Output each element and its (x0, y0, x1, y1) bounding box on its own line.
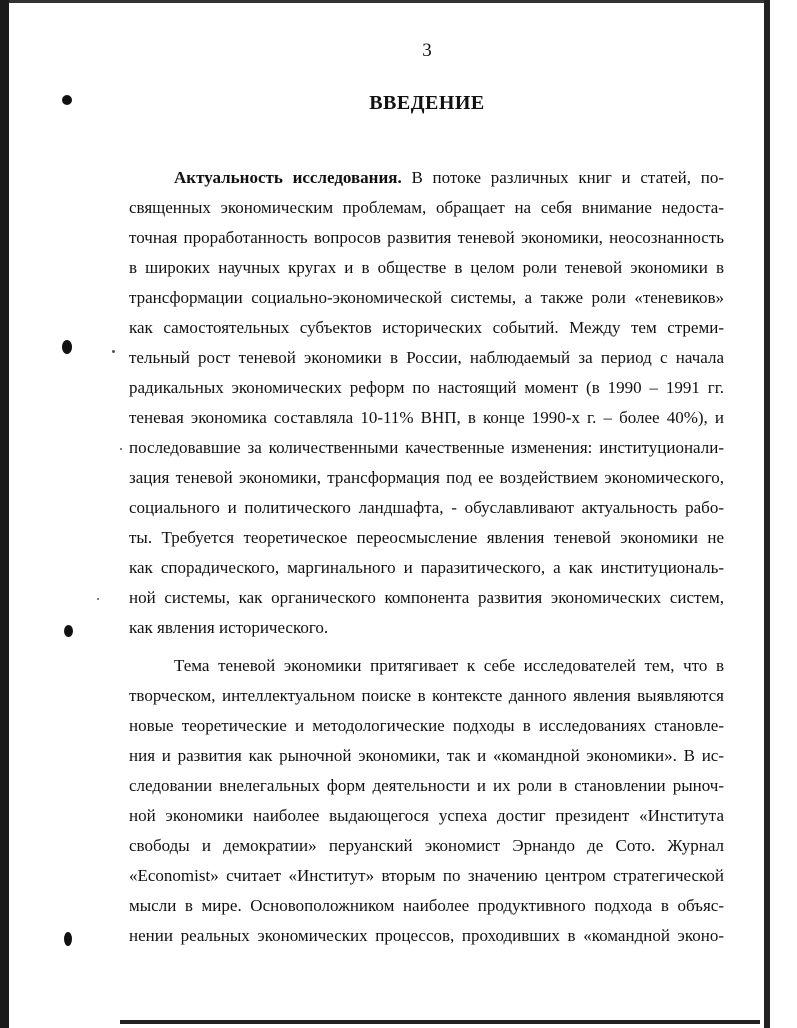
paragraph-line: в широких научных кругах и в обществе в целом роли теневой экономики в (129, 258, 724, 277)
scan-border-right (764, 0, 770, 1028)
paragraph-line: как явления исторического. (129, 618, 329, 637)
paragraph-line: следовании внелегальных форм деятельности и их роли в становлении рыноч- (129, 776, 724, 795)
paragraph-line: последовавшие за количественными качественные изменения: институционали- (129, 438, 724, 457)
paragraph-line: ной системы, как органического компонента развития экономических систем, (129, 588, 724, 607)
punch-hole-2 (62, 340, 72, 354)
paragraph-line: священных экономическим проблемам, обращает на себя внимание недоста- (129, 198, 724, 217)
paragraph-line-text: В потоке различных книг и статей, по- (401, 168, 724, 187)
paragraph-line: творческом, интеллектуальном поиске в контексте данного явления выявляются (129, 686, 724, 705)
page-number: 3 (422, 40, 432, 61)
paragraph-line: зация теневой экономики, трансформация под ее воздействием экономического, (129, 468, 724, 487)
paragraph-line: Тема теневой экономики притягивает к себе исследователей тем, что в (174, 656, 724, 675)
scan-speck (97, 598, 99, 600)
paragraph-line: ной экономики наиболее выдающегося успеха достиг президент «Института (129, 806, 724, 825)
section-heading: ВВЕДЕНИЕ (369, 92, 485, 114)
paragraph-line: «Economist» считает «Институт» вторым по значению центром стратегической (129, 866, 724, 885)
paragraph-line: новые теоретические и методологические подходы в исследованиях становле- (129, 716, 724, 735)
scan-border-top (0, 0, 770, 3)
punch-hole-3 (64, 625, 73, 637)
scan-speck (120, 448, 122, 450)
paragraph-line: нении реальных экономических процессов, проходивших в «командной эконо- (129, 926, 724, 945)
paragraph-lead: Актуальность исследования. (174, 168, 402, 187)
paragraph-line: трансформации социально-экономической системы, а также роли «теневиков» (129, 288, 724, 307)
scan-border-left (0, 0, 9, 1028)
paragraph-line: мысли в мире. Основоположником наиболее продуктивного подхода в объяс- (129, 896, 724, 915)
paragraph-line (129, 163, 724, 193)
paragraph-line: тельный рост теневой экономики в России, наблюдаемый за период с начала (129, 348, 724, 367)
scan-speck (112, 350, 115, 353)
document-body (129, 163, 724, 951)
paragraph-line: радикальных экономических реформ по настоящий момент (в 1990 – 1991 гг. (129, 378, 724, 397)
paragraph-line: ты. Требуется теоретическое переосмысление явления теневой экономики не (129, 528, 724, 547)
paragraph-line: теневая экономика составляла 10-11% ВНП, в конце 1990-х г. – более 40%), и (129, 408, 724, 427)
paragraph-line: точная проработанность вопросов развития теневой экономики, неосознанность (129, 228, 724, 247)
paragraph-line: свободы и демократии» перуанский экономист Эрнандо де Сото. Журнал (129, 836, 724, 855)
punch-hole-4 (64, 932, 72, 946)
paragraph-line: ния и развития как рыночной экономики, так и «командной экономики». В ис- (129, 746, 724, 765)
paragraph-line: как самостоятельных субъектов исторических событий. Между тем стреми- (129, 318, 724, 337)
paragraph-line: как спорадического, маргинального и паразитического, а как институциональ- (129, 558, 724, 577)
paragraph-line: социального и политического ландшафта, - обуславливают актуальность рабо- (129, 498, 724, 517)
scan-border-bottom (120, 1020, 760, 1024)
